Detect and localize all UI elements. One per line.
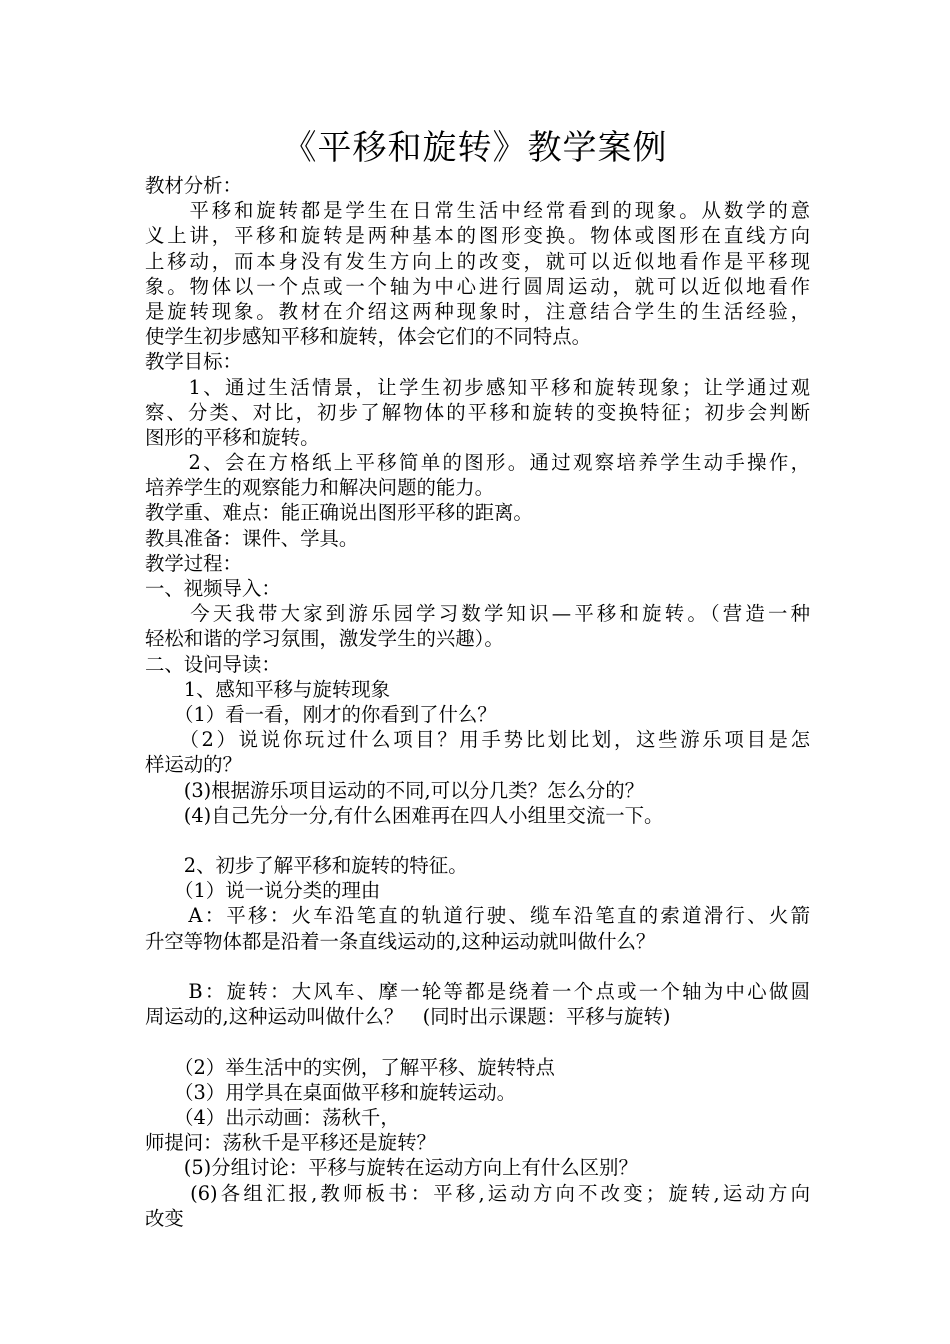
body-line: A：平移：火车沿笔直的轨道行驶、缆车沿笔直的索道滑行、火箭 [145,904,810,928]
body-line: 义上讲，平移和旋转是两种基本的图形变换。物体或图形在直线方向 [145,224,810,248]
body-line: 象。物体以一个点或一个轴为中心进行圆周运动，就可以近似地看作 [145,274,810,298]
body-line: (3)根据游乐项目运动的不同,可以分几类？怎么分的？ [145,778,645,802]
body-line: 图形的平移和旋转。 [145,425,320,449]
section-heading-textbook-analysis: 教材分析： [145,174,242,197]
body-line: 周运动的,这种运动叫做什么？ (同时出示课题：平移与旋转) [145,1005,671,1029]
body-line: 轻松和谐的学习氛围，激发学生的兴趣）。 [145,627,504,651]
body-line: （1）说一说分类的理由 [145,879,381,903]
section-heading-key-points: 教学重、难点：能正确说出图形平移的距离。 [145,501,533,525]
body-line: （4）出示动画：荡秋千， [145,1105,400,1129]
body-line: （1）看一看，刚才的你看到了什么？ [145,702,497,726]
blank-line [145,828,810,853]
body-line: B：旋转：大风车、摩一轮等都是绕着一个点或一个轴为中心做圆 [145,980,810,1003]
body-line: 样运动的？ [145,753,242,777]
blank-line [145,954,810,979]
body-line: 2、会在方格纸上平移简单的图形。通过观察培养学生动手操作， [145,451,810,475]
body-line: （2）举生活中的实例，了解平移、旋转特点 [145,1055,555,1079]
body-line: 察、分类、对比，初步了解物体的平移和旋转的变换特征；初步会判断 [145,400,810,424]
section-heading-teaching-process: 教学过程： [145,551,242,575]
body-line: 培养学生的观察能力和解决问题的能力。 [145,476,495,500]
body-line: 1、通过生活情景，让学生初步感知平移和旋转现象；让学通过观 [145,375,810,399]
body-line: 今天我带大家到游乐园学习数学知识—平移和旋转。（营造一种 [145,602,810,626]
body-line: （2）说说你玩过什么项目？用手势比划比划，这些游乐项目是怎 [145,728,810,752]
body-line: 平移和旋转都是学生在日常生活中经常看到的现象。从数学的意 [145,199,810,223]
subsection-heading-video-intro: 一、视频导入： [145,577,281,600]
body-line: 师提问：荡秋千是平移还是旋转？ [145,1131,436,1155]
body-line: 升空等物体都是沿着一条直线运动的,这种运动就叫做什么？ [145,929,656,953]
document-title: 《平移和旋转》教学案例 [282,128,668,168]
body-line: (5)分组讨论：平移与旋转在运动方向上有什么区别？ [145,1156,638,1180]
body-line: 上移动，而本身没有发生方向上的改变，就可以近似地看作是平移现 [145,249,810,273]
body-line: 2、初步了解平移和旋转的特征。 [145,854,468,878]
body-line: 使学生初步感知平移和旋转，体会它们的不同特点。 [145,325,591,349]
body-line: 改变 [145,1206,184,1230]
section-heading-teaching-goals: 教学目标： [145,350,242,374]
body-line: 是旋转现象。教材在介绍这两种现象时，注意结合学生的生活经验， [145,299,810,323]
document-body [145,173,810,1231]
subsection-heading-guided-questions: 二、设问导读： [145,652,281,676]
body-line: （3）用学具在桌面做平移和旋转运动。 [145,1080,517,1104]
section-heading-teaching-aids: 教具准备：课件、学具。 [145,526,359,550]
body-line: 1、感知平移与旋转现象 [145,677,391,701]
body-line: (4)自己先分一分,有什么困难再在四人小组里交流一下。 [145,803,664,827]
body-line: (6)各组汇报,教师板书：平移,运动方向不改变；旋转,运动方向 [145,1181,810,1205]
blank-line [145,1029,810,1054]
